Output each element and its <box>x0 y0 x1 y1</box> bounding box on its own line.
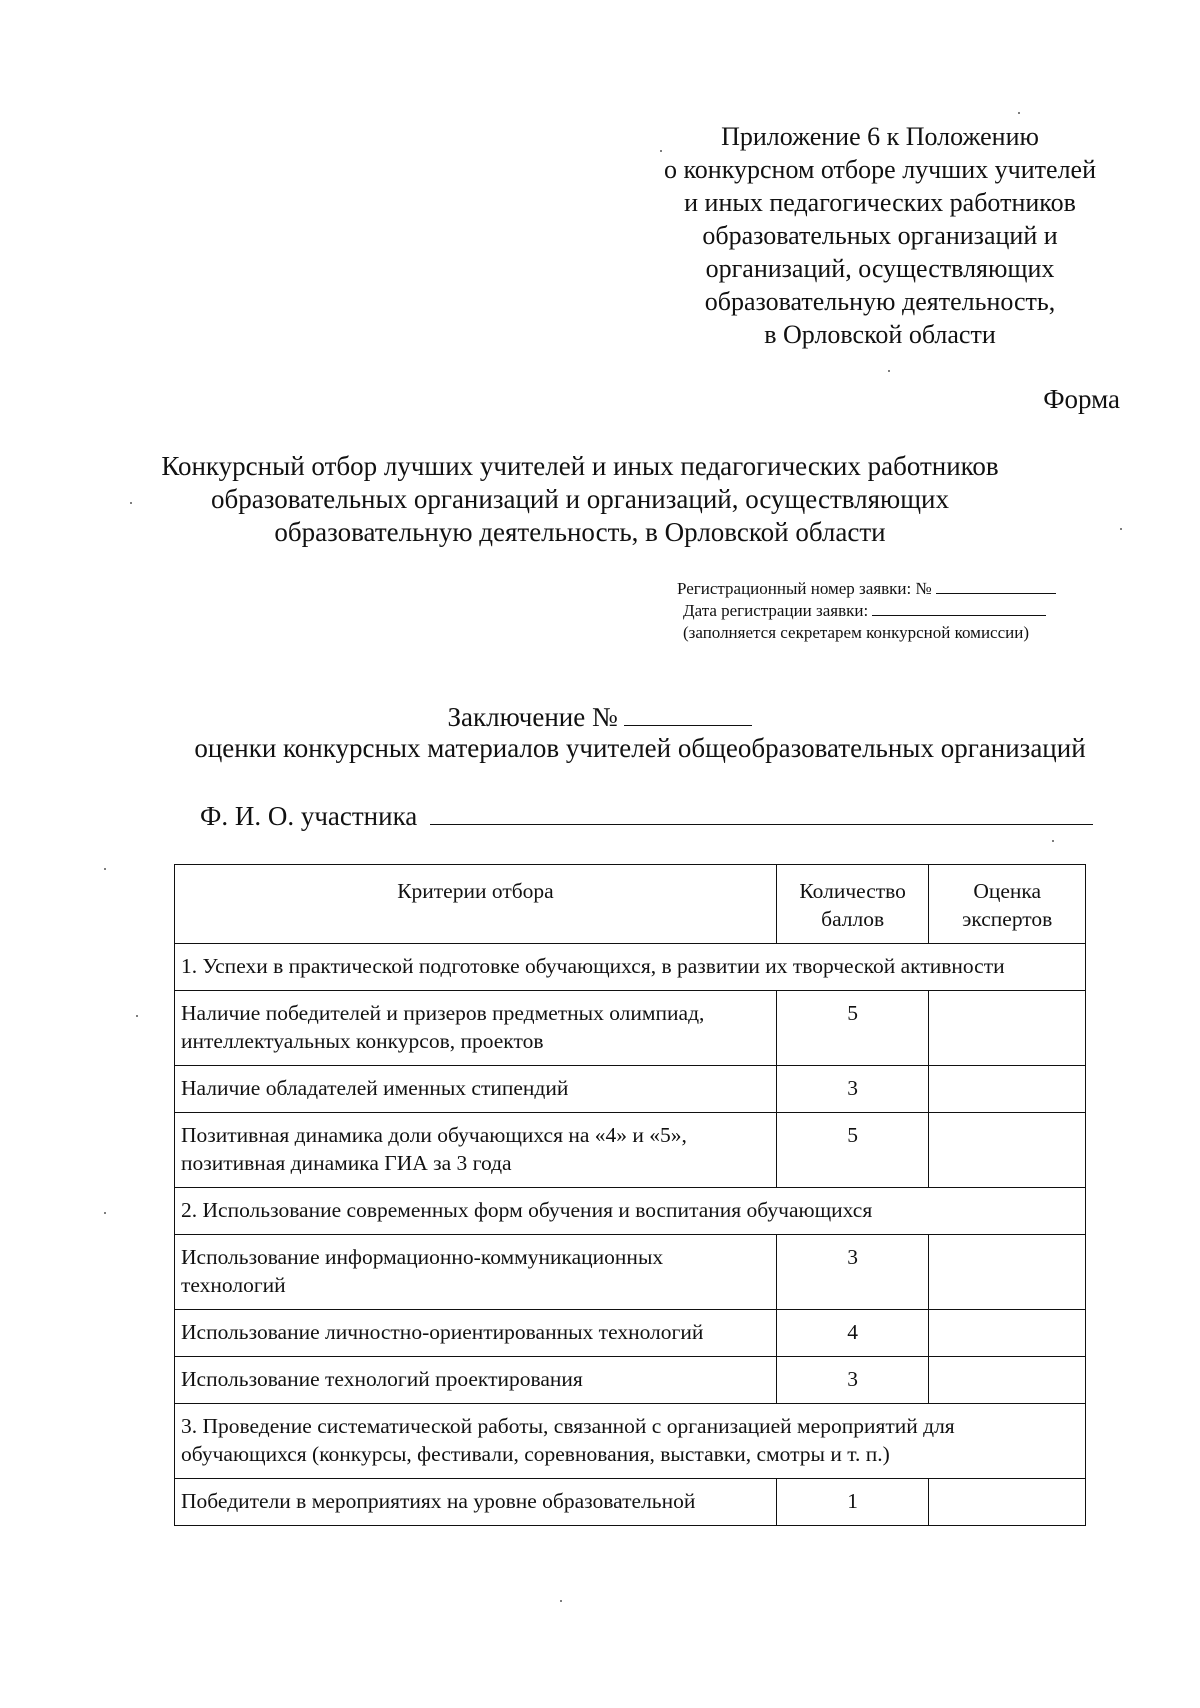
registration-block <box>677 578 1056 644</box>
scan-speck <box>888 370 890 372</box>
header-points: Количество баллов <box>776 865 929 944</box>
appendix-line: о конкурсном отборе лучших учителей <box>664 155 1096 184</box>
table-row <box>175 1310 1086 1357</box>
table-row <box>175 1479 1086 1526</box>
appendix-line: в Орловской области <box>764 320 996 349</box>
title-line: образовательную деятельность, в Орловской области <box>274 517 886 547</box>
section-title: 1. Успехи в практической подготовке обучающихся, в развитии их творческой активности <box>175 944 1086 991</box>
table-row <box>175 1066 1086 1113</box>
scan-speck <box>560 1600 562 1602</box>
registration-note: (заполняется секретарем конкурсной комиссии) <box>683 623 1029 642</box>
scan-speck <box>1018 112 1020 114</box>
registration-number-line <box>677 578 1056 600</box>
conclusion-label: Заключение № <box>447 702 618 732</box>
conclusion-number-field[interactable] <box>624 703 752 726</box>
table-row <box>175 1357 1086 1404</box>
expert-score-cell[interactable] <box>929 1235 1086 1310</box>
expert-score-cell[interactable] <box>929 1113 1086 1188</box>
expert-score-cell[interactable] <box>929 1479 1086 1526</box>
criterion-cell: Позитивная динамика доли обучающихся на «4» и «5», позитивная динамика ГИА за 3 года <box>175 1113 777 1188</box>
title-line: Конкурсный отбор лучших учителей и иных педагогических работников <box>161 451 999 481</box>
appendix-line: образовательных организаций и <box>702 221 1058 250</box>
points-cell: 3 <box>776 1357 929 1404</box>
points-cell: 5 <box>776 1113 929 1188</box>
criterion-cell: Наличие обладателей именных стипендий <box>175 1066 777 1113</box>
points-cell: 3 <box>776 1235 929 1310</box>
expert-score-cell[interactable] <box>929 1357 1086 1404</box>
section-title: 3. Проведение систематической работы, связанной с организацией мероприятий для обучающихся (конкурсы, фестивали, соревнования, выставки, смотры и т. п.) <box>175 1404 1086 1479</box>
appendix-line: образовательную деятельность, <box>704 287 1056 316</box>
points-cell: 4 <box>776 1310 929 1357</box>
criterion-cell: Наличие победителей и призеров предметных олимпиад, интеллектуальных конкурсов, проектов <box>175 991 777 1066</box>
scan-speck <box>660 150 662 152</box>
scan-speck <box>104 868 106 870</box>
appendix-header <box>610 120 1150 351</box>
scan-speck <box>1052 840 1054 842</box>
table-row <box>175 991 1086 1066</box>
registration-number-label: Регистрационный номер заявки: № <box>677 579 932 598</box>
scan-speck <box>130 502 132 504</box>
title-line: образовательных организаций и организаций, осуществляющих <box>211 484 949 514</box>
appendix-line: и иных педагогических работников <box>684 188 1076 217</box>
appendix-line: Приложение 6 к Положению <box>721 122 1039 151</box>
expert-score-cell[interactable] <box>929 1066 1086 1113</box>
criteria-table <box>174 864 1086 1526</box>
expert-score-cell[interactable] <box>929 1310 1086 1357</box>
participant-label: Ф. И. О. участника <box>200 801 418 831</box>
points-cell: 1 <box>776 1479 929 1526</box>
header-experts: Оценка экспертов <box>929 865 1086 944</box>
table-row <box>175 1113 1086 1188</box>
table-header-row <box>175 865 1086 944</box>
table-row <box>175 1235 1086 1310</box>
registration-date-field[interactable] <box>872 600 1046 616</box>
points-cell: 5 <box>776 991 929 1066</box>
points-cell: 3 <box>776 1066 929 1113</box>
registration-number-field[interactable] <box>936 578 1056 594</box>
criterion-cell: Победители в мероприятиях на уровне образовательной <box>175 1479 777 1526</box>
conclusion-heading <box>0 702 1200 733</box>
participant-name-field[interactable] <box>430 800 1093 825</box>
expert-score-cell[interactable] <box>929 991 1086 1066</box>
conclusion-subtitle: оценки конкурсных материалов учителей общеобразовательных организаций <box>194 733 1086 763</box>
scan-speck <box>136 1015 138 1017</box>
section-row <box>175 1404 1086 1479</box>
section-row <box>175 944 1086 991</box>
section-row <box>175 1188 1086 1235</box>
registration-date-label: Дата регистрации заявки: <box>683 601 869 620</box>
header-criteria: Критерии отбора <box>175 865 777 944</box>
scan-speck <box>1120 528 1122 530</box>
document-title <box>160 450 1000 549</box>
scan-speck <box>104 1212 106 1214</box>
criterion-cell: Использование информационно-коммуникационных технологий <box>175 1235 777 1310</box>
criterion-cell: Использование личностно-ориентированных технологий <box>175 1310 777 1357</box>
criterion-cell: Использование технологий проектирования <box>175 1357 777 1404</box>
section-title: 2. Использование современных форм обучения и воспитания обучающихся <box>175 1188 1086 1235</box>
form-label: Форма <box>1043 384 1120 414</box>
registration-date-line <box>677 600 1056 622</box>
participant-line <box>200 800 1093 832</box>
appendix-line: организаций, осуществляющих <box>705 254 1055 283</box>
